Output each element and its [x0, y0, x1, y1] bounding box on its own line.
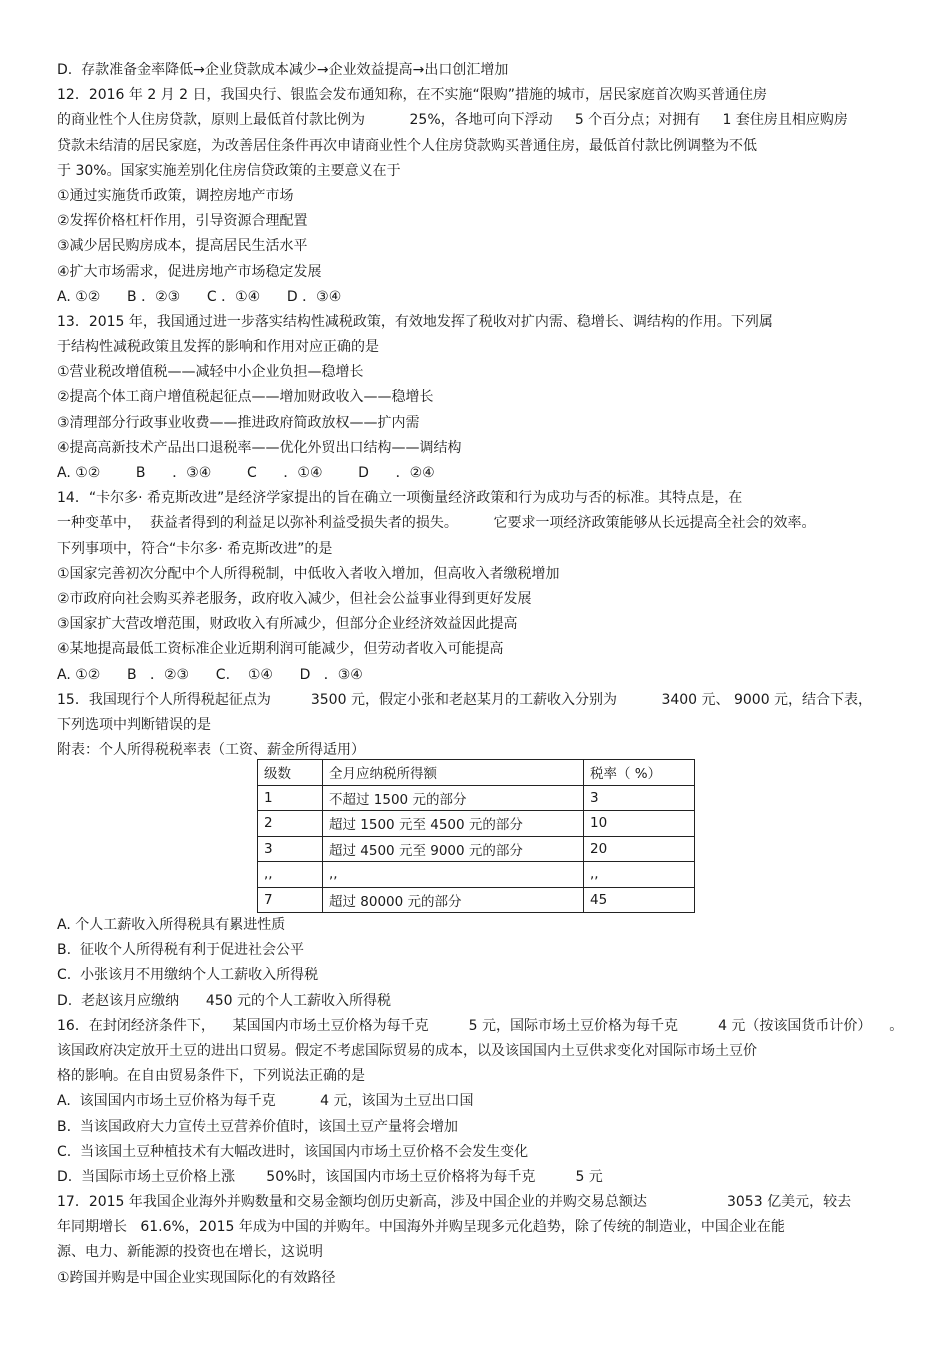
text-line: 格的影响。在自由贸易条件下，下列说法正确的是 — [57, 1068, 365, 1085]
text-line: 一种变革中， 获益者得到的利益足以弥补利益受损失者的损失。 它要求一项经济政策能够从长远提高全社会的效率。 — [57, 515, 816, 532]
option-line: ③国家扩大营改增范围，财政收入有所减少，但部分企业经济效益因此提高 — [57, 616, 518, 633]
option-line: ①营业税改增值税——减轻中小企业负担—稳增长 — [57, 364, 364, 381]
tax-rate-table — [257, 759, 695, 913]
text-line: 于结构性减税政策且发挥的影响和作用对应正确的是 — [57, 339, 379, 356]
text-line: 下列事项中，符合“卡尔多· 希克斯改进”的是 — [57, 540, 333, 557]
question-12-line: 12．2016 年 2 月 2 日，我国央行、银监会发布通知称，在不实施“限购”措施的城市，居民家庭首次购买普通住房 — [57, 87, 768, 104]
table-cell: 3 — [584, 785, 695, 811]
option-line: ④扩大市场需求，促进房地产市场稳定发展 — [57, 263, 322, 280]
table-cell: ,, — [323, 862, 584, 888]
table-cell: ,, — [258, 862, 323, 888]
table-cell: 10 — [584, 811, 695, 837]
table-header-cell: 级数 — [258, 760, 323, 786]
answer-choices: A. ①② B ．③④ C ．①④ D ．②④ — [57, 465, 435, 481]
table-cell: 超过 1500 元至 4500 元的部分 — [323, 811, 584, 837]
table-cell: 2 — [258, 811, 323, 837]
question-13-line: 13．2015 年，我国通过进一步落实结构性减税政策，有效地发挥了税收对扩内需、稳增长、调结构的作用。下列属 — [57, 313, 773, 330]
option-line: ①跨国并购是中国企业实现国际化的有效路径 — [57, 1269, 336, 1286]
question-16-line: 16．在封闭经济条件下， 某国国内市场土豆价格为每千克 5 元，国际市场土豆价格为每千克 4 元（按该国货币计价） 。 — [57, 1017, 904, 1034]
table-caption: 附表：个人所得税税率表（工资、薪金所得适用） — [57, 742, 365, 759]
text-line: 下列选项中判断错误的是 — [57, 716, 211, 733]
option-line: D. 老赵该月应缴纳 450 元的个人工薪收入所得税 — [57, 992, 392, 1009]
question-14-line: 14．“卡尔多· 希克斯改进”是经济学家提出的旨在确立一项衡量经济政策和行为成功与否的标准。其特点是，在 — [57, 490, 743, 507]
question-17-line: 17．2015 年我国企业海外并购数量和交易金额均创历史新高，涉及中国企业的并购交易总额达 3053 亿美元，较去 — [57, 1194, 852, 1211]
text-line: D. 存款准备金率降低→企业贷款成本减少→企业效益提高→出口创汇增加 — [57, 62, 509, 78]
option-line: ④提高高新技术产品出口退税率——优化外贸出口结构——调结构 — [57, 439, 462, 456]
table-row — [258, 811, 695, 837]
table-cell: 超过 4500 元至 9000 元的部分 — [323, 836, 584, 862]
option-line: ①通过实施货币政策，调控房地产市场 — [57, 187, 294, 204]
option-line: A. 个人工薪收入所得税具有累进性质 — [57, 917, 286, 933]
document-bottom — [57, 913, 907, 1291]
table-cell: 超过 80000 元的部分 — [323, 887, 584, 913]
text-line: 于 30%。国家实施差别化住房信贷政策的主要意义在于 — [57, 162, 401, 179]
table-header-row — [258, 760, 695, 786]
document-top — [57, 58, 907, 763]
option-line: ①国家完善初次分配中个人所得税制，中低收入者收入增加，但高收入者缴税增加 — [57, 565, 560, 582]
option-line: C. 当该国土豆种植技术有大幅改进时，该国国内市场土豆价格不会发生变化 — [57, 1143, 529, 1160]
text-line: 该国政府决定放开土豆的进出口贸易。假定不考虑国际贸易的成本，以及该国国内土豆供求变化对国际市场土豆价 — [57, 1042, 757, 1059]
option-line: A. 该国国内市场土豆价格为每千克 4 元，该国为土豆出口国 — [57, 1093, 474, 1110]
option-line: B. 征收个人所得税有利于促进社会公平 — [57, 942, 304, 959]
answer-choices: A. ①② B ．②③ C ．①④ D ．③④ — [57, 288, 342, 305]
table-row — [258, 836, 695, 862]
table-row — [258, 785, 695, 811]
option-line: D. 当国际市场土豆价格上涨 50%时，该国国内市场土豆价格将为每千克 5 元 — [57, 1168, 603, 1185]
text-line: 贷款未结清的居民家庭，为改善居住条件再次申请商业性个人住房贷款购买普通住房，最低首付款比例调整为不低 — [57, 137, 757, 154]
option-line: ④某地提高最低工资标准企业近期利润可能减少，但劳动者收入可能提高 — [57, 641, 504, 658]
option-line: B. 当该国政府大力宣传土豆营养价值时，该国土豆产量将会增加 — [57, 1118, 458, 1135]
table-row — [258, 862, 695, 888]
table-header-cell: 全月应纳税所得额 — [323, 760, 584, 786]
option-line: ②发挥价格杠杆作用，引导资源合理配置 — [57, 213, 308, 230]
table-cell: ,, — [584, 862, 695, 888]
table-cell: 3 — [258, 836, 323, 862]
table-cell: 45 — [584, 887, 695, 913]
table-row — [258, 887, 695, 913]
table-cell: 20 — [584, 836, 695, 862]
option-line: ③清理部分行政事业收费——推进政府简政放权——扩内需 — [57, 414, 420, 431]
question-15-line: 15．我国现行个人所得税起征点为 3500 元，假定小张和老赵某月的工薪收入分别为 3400 元、 9000 元，结合下表， — [57, 691, 873, 708]
table-cell: 7 — [258, 887, 323, 913]
option-line: ③减少居民购房成本，提高居民生活水平 — [57, 238, 308, 255]
option-line: C. 小张该月不用缴纳个人工薪收入所得税 — [57, 967, 319, 984]
text-line: 年同期增长 61.6%，2015 年成为中国的并购年。中国海外并购呈现多元化趋势，除了传统的制造业，中国企业在能 — [57, 1219, 785, 1236]
answer-choices: A. ①② B ．②③ C. ①④ D ．③④ — [57, 666, 363, 683]
option-line: ②市政府向社会购买养老服务，政府收入减少，但社会公益事业得到更好发展 — [57, 590, 532, 607]
text-line: 源、电力、新能源的投资也在增长，这说明 — [57, 1244, 323, 1261]
table-header-cell: 税率（ %） — [584, 760, 695, 786]
table-cell: 1 — [258, 785, 323, 811]
table-cell: 不超过 1500 元的部分 — [323, 785, 584, 811]
text-line: 的商业性个人住房贷款，原则上最低首付款比例为 25%，各地可向下浮动 5 个百分点；对拥有 1 套住房且相应购房 — [57, 112, 848, 129]
option-line: ②提高个体工商户增值税起征点——增加财政收入——稳增长 — [57, 389, 434, 406]
